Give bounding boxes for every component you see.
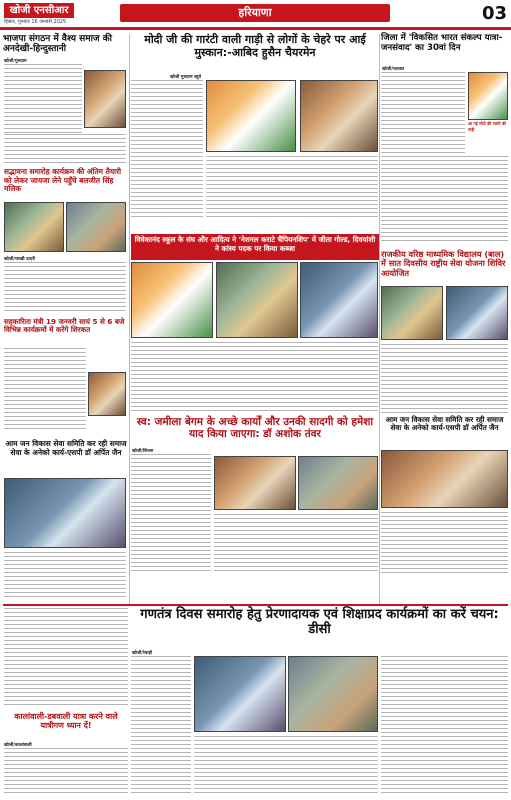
- left-headline-1: भाजपा संगठन में वैश्य समाज की अनदेखी-हिन्दुस्तानी: [3, 34, 112, 55]
- portrait-photo-2: [88, 372, 126, 416]
- lead-article-text-1: [131, 80, 203, 220]
- lead-headline: मोदी जी की गारंटी वाली गाड़ी से लोगों के चेहरे पर आई मुस्कान:-आबिद हुसैन चैयरमेन: [144, 33, 366, 59]
- left-article-2-text: [4, 262, 126, 312]
- left-byline-1: खोजी/गुरुग्राम: [4, 59, 27, 64]
- mid-photo-1: [214, 456, 296, 510]
- right-box-headline: आम जन विकास सेवा समिति कर रही समाज सेवा के अनेको कार्य-एसपी डॉ अर्पित जैन: [385, 415, 504, 433]
- right-byline: खोजी/पलवल: [382, 67, 405, 72]
- left-article-1-cont: [4, 134, 126, 164]
- mid-section-headline: स्व: जमीला बेगम के अच्छे कार्यों और उनकी सादगी को हमेशा याद किया जाएगा: डॉ अशोक तंवर: [136, 416, 374, 441]
- column-rule-left: [129, 34, 130, 604]
- bottom-article-text-3: [381, 656, 508, 796]
- bottom-byline: खोजी/रेवाड़ी: [132, 651, 153, 656]
- mid-byline: खोजी/सिरसा: [132, 449, 154, 454]
- school-photo-2: [446, 286, 508, 340]
- dc-meeting-photo-2: [288, 656, 378, 732]
- karate-photo-3: [300, 262, 378, 338]
- mid-article-text-2: [214, 514, 378, 574]
- bottom-left-text-1: [4, 608, 128, 708]
- bottom-article-text-2: [194, 736, 378, 796]
- bottom-left-byline: खोजी/कालांवाली: [4, 743, 32, 748]
- bottom-divider: [3, 604, 508, 606]
- yatra-caption: आ गई मोदी की गारंटी की गाड़ी: [468, 121, 507, 132]
- left-article-3-text: [4, 348, 86, 432]
- masthead: [0, 0, 511, 30]
- lead-article-text-2: [206, 156, 378, 220]
- page-number: 03: [481, 3, 507, 24]
- group-photo-right: [381, 450, 508, 508]
- karate-photo-1: [131, 262, 213, 338]
- left-article-1-text: [4, 64, 82, 134]
- right-article-1-cont: [381, 156, 508, 244]
- lead-photo-2: [300, 80, 378, 152]
- karate-article-text: [131, 342, 378, 414]
- section-title: हरियाणा: [120, 4, 390, 22]
- event-photo-left-2: [66, 202, 126, 252]
- left-box-text: [4, 552, 126, 598]
- bottom-article-text-1: [131, 656, 191, 796]
- mid-article-text-1: [131, 454, 211, 574]
- school-photo-1: [381, 286, 443, 340]
- left-column: [3, 34, 128, 55]
- edition-dateline: हिसार, गुरुवार 16 जनवरी 2025: [4, 19, 67, 25]
- bottom-headline: गणतंत्र दिवस समारोह हेतु प्रेरणादायक एवं शिक्षाप्रद कार्यक्रमों का करें चयन: डीसी: [140, 607, 499, 637]
- event-photo-left-1: [4, 202, 64, 252]
- right-article-2-text: [381, 344, 508, 414]
- right-box-text: [381, 512, 508, 574]
- karate-photo-2: [216, 262, 298, 338]
- portrait-photo-1: [84, 70, 126, 128]
- group-photo-left: [4, 478, 126, 548]
- lead-byline: खोजी गुरुग्राम ब्यूरो: [170, 75, 202, 80]
- right-headline-2: राजकीय वरिष्ठ माध्यमिक विद्यालय (बाल) में सात दिवसीय राष्ट्रीय सेवा योजना शिविर आयोजित: [381, 249, 506, 278]
- right-headline-1: जिला में 'विकसित भारत संकल्प यात्रा-जनसंवाद' का 30वां दिन: [381, 33, 503, 53]
- right-article-1-text: [381, 72, 465, 154]
- mid-photo-2: [298, 456, 378, 510]
- left-headline-3: सहकारिता मंत्री 19 जनवरी सायं 5 से 6 बजे विभिन्न कार्यक्रमों में करेंगे शिरकत: [4, 317, 125, 335]
- newspaper-logo: खोजी एनसीआर: [4, 3, 74, 18]
- lead-photo-1: [206, 80, 296, 152]
- dc-meeting-photo-1: [194, 656, 286, 732]
- left-byline-2: खोजी/चरखी दादरी: [4, 257, 36, 262]
- red-banner-headline: विवेकानंद स्कूल के संघ और आदित्य ने 'नेशनल कराटे चैंपियनशिप' में जीता गोल्ड, दिवयांशी ने कांस्य पदक पर किया कब्जा: [131, 234, 379, 260]
- yatra-photo: [468, 72, 508, 120]
- bottom-left-text-2: [4, 748, 128, 796]
- left-headline-2: सद्भावना समारोह कार्यक्रम की अंतिम तैयारी को लेकर जायजा लेने पहुँचे बलजीत सिंह मलिक: [4, 167, 122, 194]
- column-rule-right: [379, 34, 380, 604]
- bottom-left-headline: कालांवाली-डबवाली यात्रा करने वाले यात्रीगण ध्यान दें!: [14, 712, 118, 731]
- left-box-headline: आम जन विकास सेवा समिति कर रही समाज सेवा के अनेको कार्य-एसपी डॉ अर्पित जैन: [5, 439, 127, 457]
